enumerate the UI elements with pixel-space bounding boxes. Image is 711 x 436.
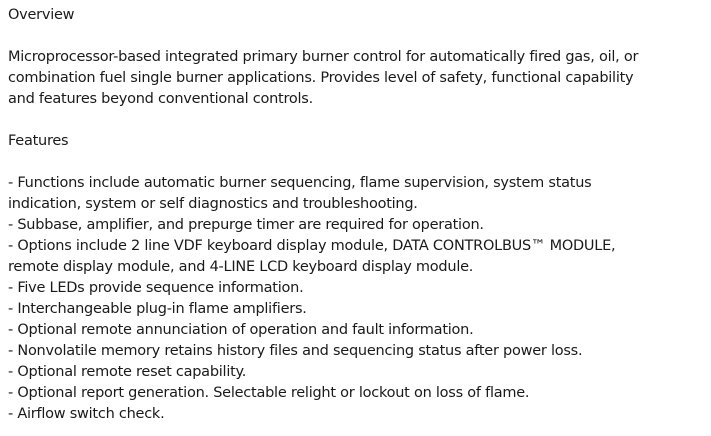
feature-item: - Airflow switch check. bbox=[8, 406, 165, 422]
feature-item: - Options include 2 line VDF keyboard display module, DATA CONTROLBUS™ MODULE, remote display module, and 4-LINE LCD keyboard display module. bbox=[8, 238, 616, 275]
feature-item: - Optional remote reset capability. bbox=[8, 364, 247, 380]
feature-item: - Five LEDs provide sequence information. bbox=[8, 280, 304, 296]
features-list bbox=[8, 173, 708, 425]
feature-item: - Interchangeable plug-in flame amplifiers. bbox=[8, 301, 307, 317]
feature-item: - Optional remote annunciation of operation and fault information. bbox=[8, 322, 474, 338]
feature-item: - Nonvolatile memory retains history files and sequencing status after power loss. bbox=[8, 343, 583, 359]
spacer bbox=[8, 152, 708, 173]
feature-item: - Functions include automatic burner sequencing, flame supervision, system status indication, system or self diagnostics and troubleshooting. bbox=[8, 175, 592, 212]
features-heading: Features bbox=[8, 133, 69, 149]
feature-item: - Optional report generation. Selectable relight or lockout on loss of flame. bbox=[8, 385, 530, 401]
overview-paragraph: Microprocessor-based integrated primary burner control for automatically fired gas, oil, or combination fuel single burner applications. Provides level of safety, functional capability and features beyond conventional controls. bbox=[8, 49, 639, 107]
feature-item: - Subbase, amplifier, and prepurge timer are required for operation. bbox=[8, 217, 484, 233]
document-body bbox=[8, 5, 708, 425]
spacer bbox=[8, 26, 708, 47]
overview-heading: Overview bbox=[8, 7, 75, 23]
spacer bbox=[8, 110, 708, 131]
